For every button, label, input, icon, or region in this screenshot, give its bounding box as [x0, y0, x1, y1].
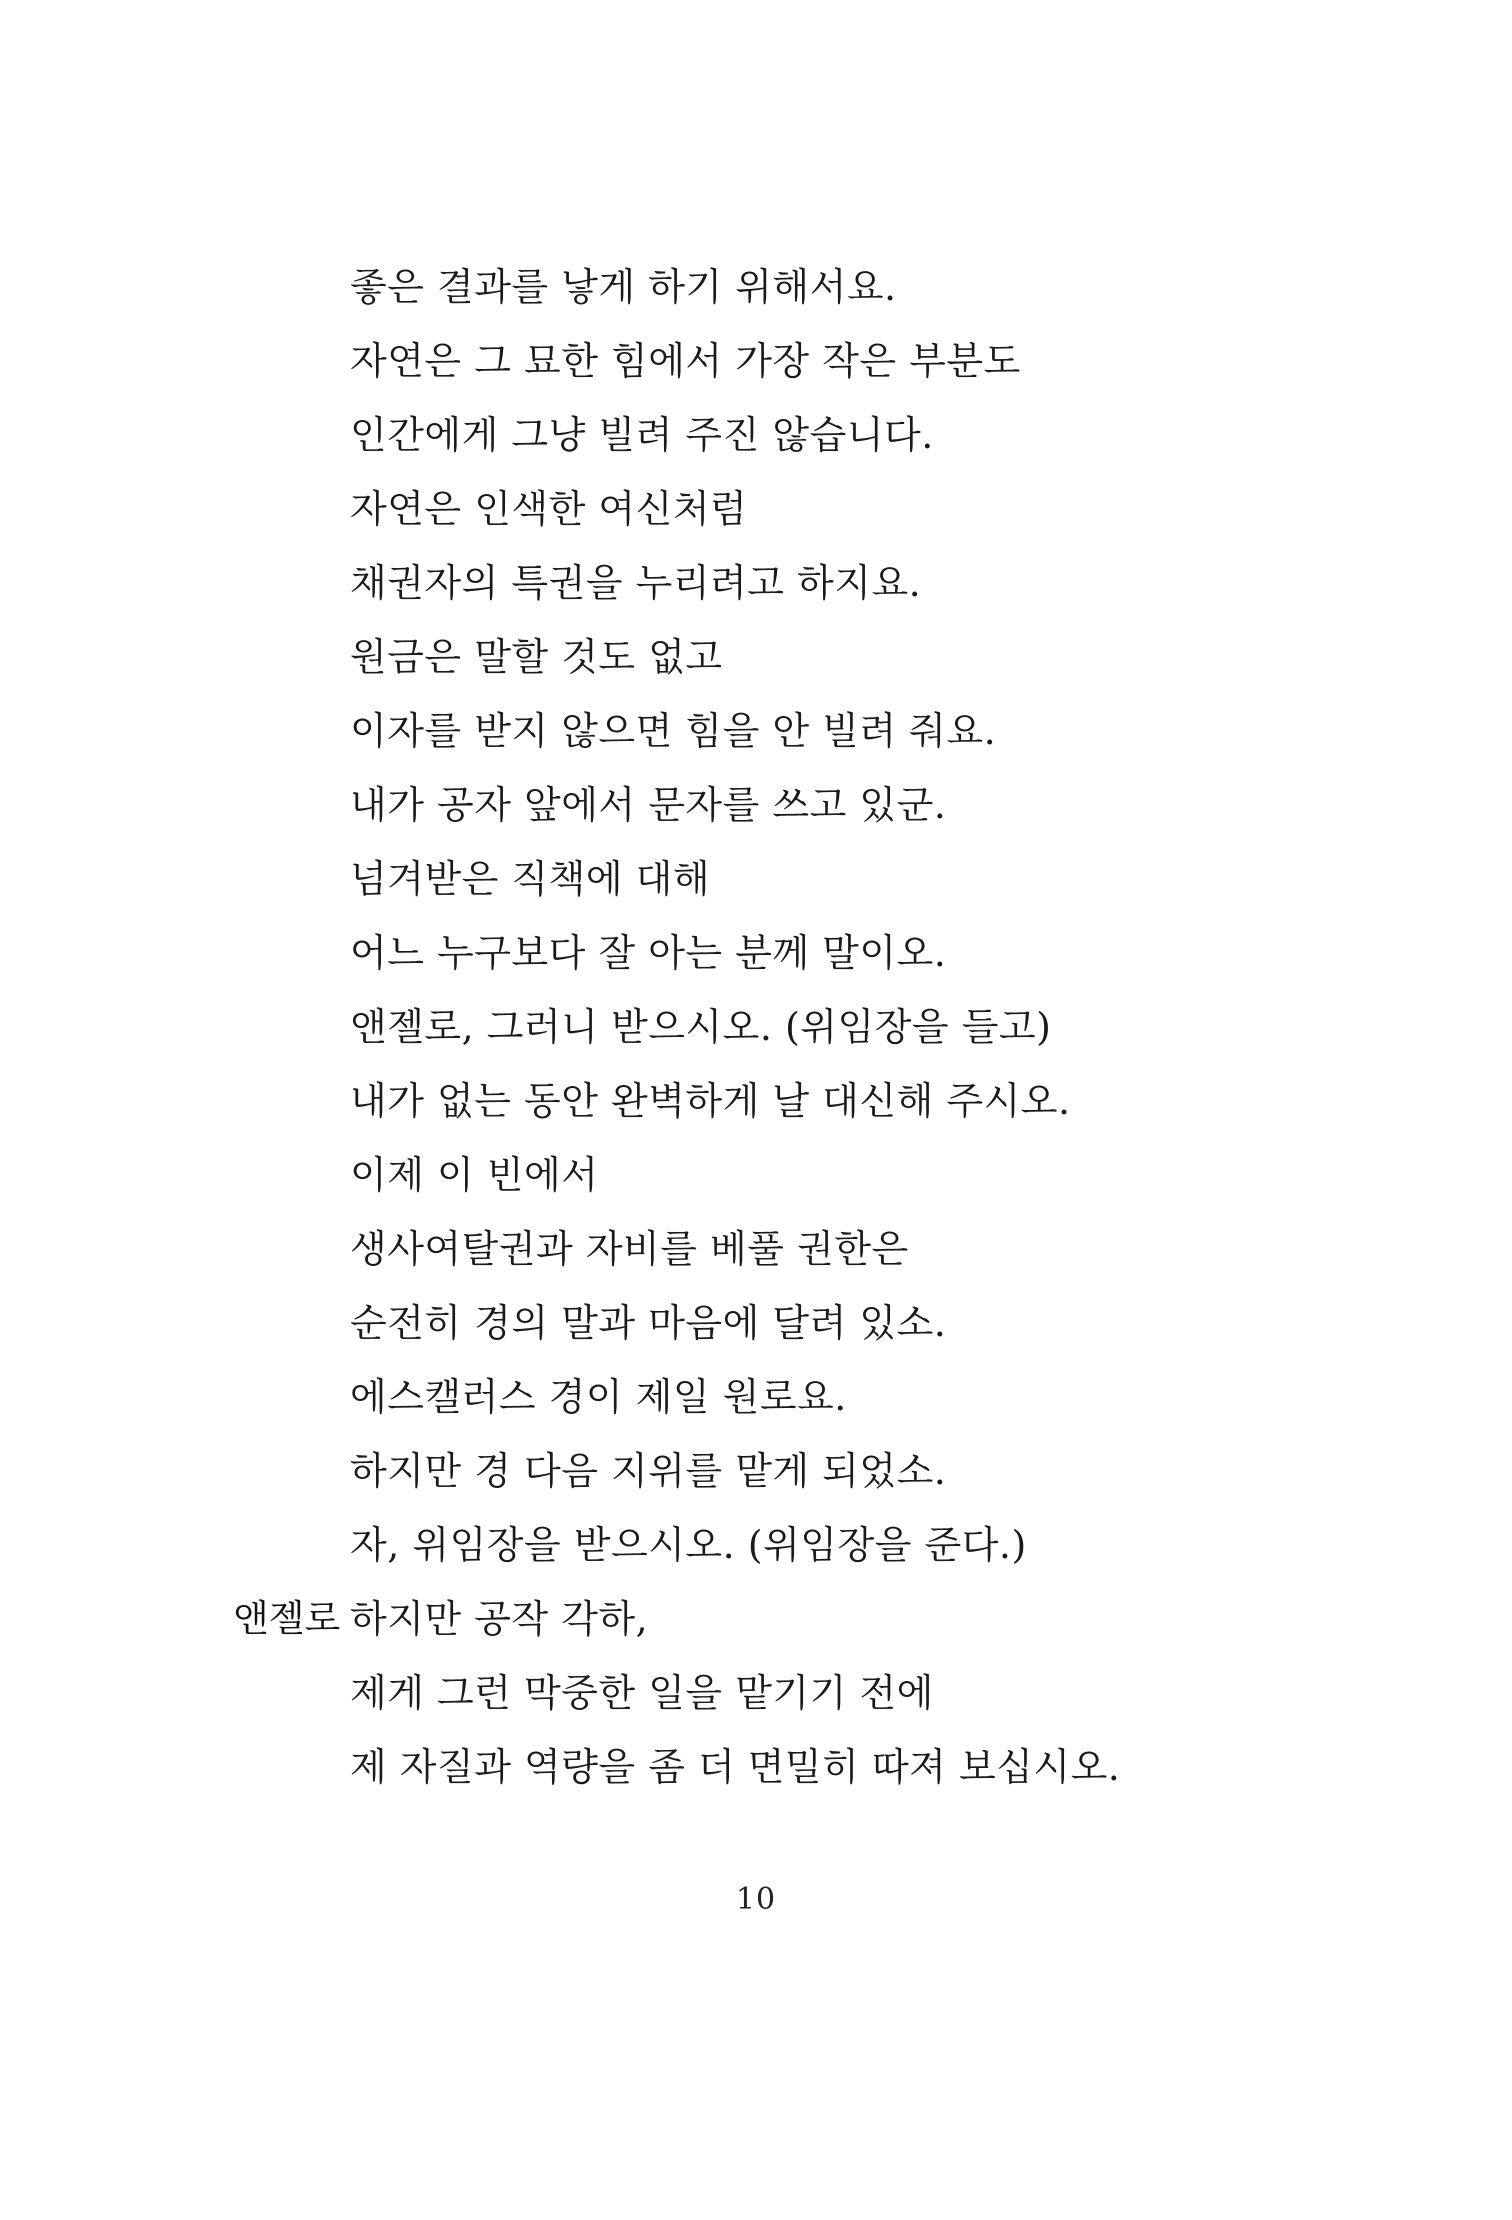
- line-text: 하지만 공작 각하,: [350, 1597, 649, 1641]
- line-text: 생사여탈권과 자비를 베풀 권한은: [350, 1227, 909, 1271]
- page-number: 10: [735, 1882, 777, 1917]
- line-text: 인간에게 그냥 빌려 주진 않습니다.: [350, 413, 934, 457]
- line-text: 자연은 인색한 여신처럼: [350, 487, 748, 531]
- line-text: 이자를 받지 않으면 힘을 안 빌려 줘요.: [350, 709, 997, 753]
- script-line: [0, 1656, 1512, 1730]
- script-line: [0, 694, 1512, 768]
- line-text: 원금은 말할 것도 없고: [350, 635, 723, 679]
- script-line: [0, 1582, 1512, 1656]
- script-line: [0, 1434, 1512, 1508]
- script-line: [0, 1508, 1512, 1582]
- script-line: [0, 842, 1512, 916]
- line-text: 순전히 경의 말과 마음에 달려 있소.: [350, 1301, 947, 1345]
- script-line: [0, 250, 1512, 324]
- line-text: 하지만 경 다음 지위를 맡게 되었소.: [350, 1449, 947, 1493]
- script-line: [0, 916, 1512, 990]
- line-text: 제게 그런 막중한 일을 맡기기 전에: [350, 1671, 934, 1715]
- script-line: [0, 546, 1512, 620]
- line-text: 이제 이 빈에서: [350, 1153, 599, 1197]
- line-text: 에스캘러스 경이 제일 원로요.: [350, 1375, 847, 1419]
- script-line: [0, 398, 1512, 472]
- script-body: [0, 250, 1512, 1804]
- line-text: 넘겨받은 직책에 대해: [350, 857, 711, 901]
- line-text: 내가 공자 앞에서 문자를 쓰고 있군.: [350, 783, 947, 827]
- line-text: 좋은 결과를 낳게 하기 위해서요.: [350, 265, 897, 309]
- script-line: [0, 768, 1512, 842]
- line-text: 제 자질과 역량을 좀 더 면밀히 따져 보십시오.: [350, 1745, 1121, 1789]
- script-line: [0, 1138, 1512, 1212]
- script-line: [0, 1360, 1512, 1434]
- script-line: [0, 1730, 1512, 1804]
- script-line: [0, 1212, 1512, 1286]
- line-text: 자, 위임장을 받으시오. (위임장을 준다.): [350, 1523, 1027, 1567]
- script-line: [0, 324, 1512, 398]
- script-line: [0, 472, 1512, 546]
- line-text: 자연은 그 묘한 힘에서 가장 작은 부분도: [350, 339, 1021, 383]
- script-line: [0, 1286, 1512, 1360]
- speaker-name: 앤젤로: [233, 1597, 341, 1640]
- script-line: [0, 620, 1512, 694]
- script-line: [0, 1064, 1512, 1138]
- line-text: 앤젤로, 그러니 받으시오. (위임장을 들고): [350, 1005, 1052, 1049]
- script-line: [0, 990, 1512, 1064]
- line-text: 내가 없는 동안 완벽하게 날 대신해 주시오.: [350, 1079, 1071, 1123]
- line-text: 어느 누구보다 잘 아는 분께 말이오.: [350, 931, 947, 975]
- line-text: 채권자의 특권을 누리려고 하지요.: [350, 561, 922, 605]
